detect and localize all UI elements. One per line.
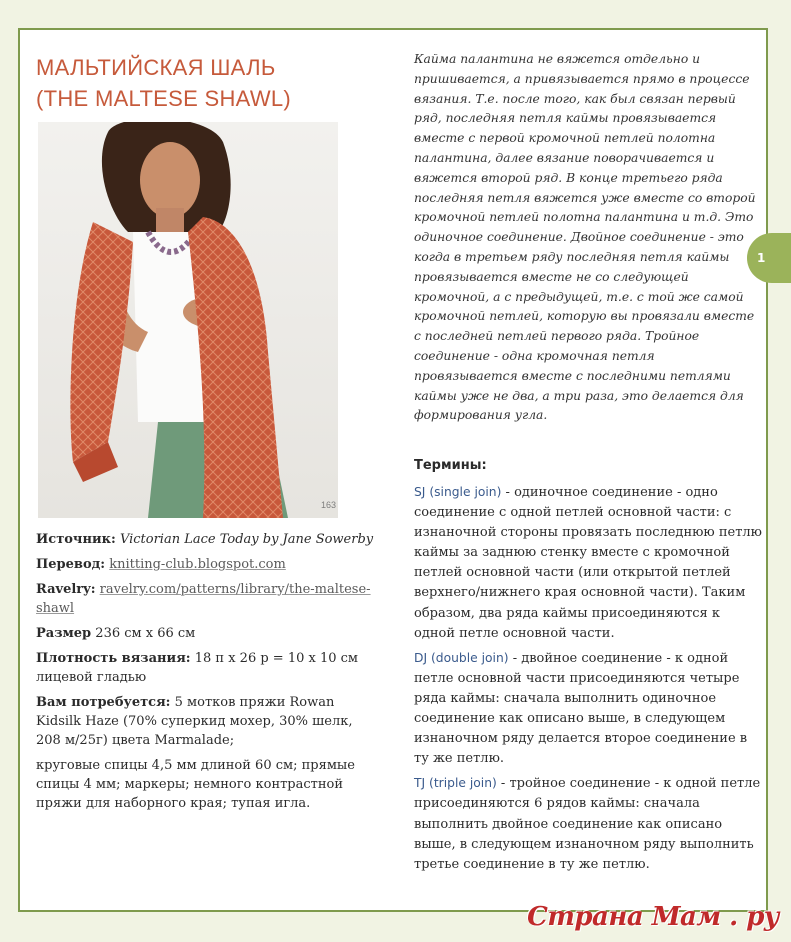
title-line-1: МАЛЬТИЙСКАЯ ШАЛЬ xyxy=(36,55,276,80)
term-name: DJ (double join) xyxy=(414,650,509,665)
size-row xyxy=(36,624,376,643)
shawl-photo xyxy=(38,122,338,518)
page-number-badge: 1 xyxy=(747,233,791,283)
materials-row xyxy=(36,693,376,750)
site-watermark: Страна Мам . ру xyxy=(527,902,779,932)
term-item xyxy=(414,648,764,770)
ravelry-row xyxy=(36,580,376,618)
term-text: - одиночное соединение - одно соединение с одной петлей основной части: с изнаночной стороны провязать последнюю петлю каймы за заднюю стенку вместе с кромочной петлей основной части (или открытой петлей верхнего/нижнего края основной части). Таким образом, два ряда каймы присоединяются к одной петле основной части. xyxy=(414,485,762,641)
title-line-2: (THE MALTESE SHAWL) xyxy=(36,86,292,111)
size-value: 236 см х 66 см xyxy=(95,626,196,641)
materials-value: 5 мотков пряжи Rowan Kidsilk Haze (70% суперкид мохер, 30% шелк, 208 м/25г) цвета Marmalade; xyxy=(36,695,353,748)
gauge-row xyxy=(36,649,376,687)
gauge-label: Плотность вязания: xyxy=(36,651,191,666)
term-text: - тройное соединение - к одной петле присоединяются 6 рядов каймы: сначала выполнить двойное соединение как описано выше, в следующем изнаночном ряду выполнить третье соединение в ту же петлю. xyxy=(414,776,761,872)
terms-list xyxy=(414,482,764,879)
term-text: - двойное соединение - к одной петле основной части присоединяются четыре ряда каймы: сначала выполнить одиночное соединение как описано выше, в следующем изнаночном ряду делается второе соединение в ту же петлю. xyxy=(414,650,748,767)
source-row xyxy=(36,530,376,549)
photo-page-number: 163 xyxy=(321,500,337,510)
intro-paragraph: Кайма палантина не вяжется отдельно и пришивается, а привязывается прямо в процессе вязания. Т.е. после того, как был связан первый ряд, последняя петля каймы провязывается вместе с первой кромочной петлей полотна палантина, далее вязание поворачивается и вяжется второй ряд. В конце третьего ряда последняя петля вяжется уже вместе со второй кромочной петлей полотна палантина и т.д. Это одиночное соединение. Двойное соединение - это когда в третьем ряду последняя петля каймы провязывается вместе не со следующей кромочной, а с предыдущей, т.е. с той же самой кромочной петлей, которую вы провязали вместе с последней петлей первого ряда. Тройное соединение - одна кромочная петля провязывается вместе с последними петлями каймы уже не два, а три раза, это делается для формирования угла. xyxy=(414,52,756,423)
model-illustration xyxy=(38,122,338,518)
terms-heading: Термины: xyxy=(414,458,487,473)
tools-row: круговые спицы 4,5 мм длиной 60 см; прямые спицы 4 мм; маркеры; немного контрастной пряжи для наборного края; тупая игла. xyxy=(36,758,355,811)
term-name: TJ (triple join) xyxy=(414,776,497,791)
translation-label: Перевод: xyxy=(36,557,106,572)
size-label: Размер xyxy=(36,626,92,641)
translation-row xyxy=(36,555,376,574)
term-item xyxy=(414,773,764,874)
gauge-value: 18 п х 26 р = 10 х 10 см лицевой гладью xyxy=(36,651,359,685)
translation-link[interactable]: knitting-club.blogspot.com xyxy=(109,557,286,572)
ravelry-link[interactable]: ravelry.com/patterns/library/the-maltese-shawl xyxy=(36,582,371,616)
materials-label: Вам потребуется: xyxy=(36,695,171,710)
ravelry-label: Ravelry: xyxy=(36,582,96,597)
term-item xyxy=(414,482,764,644)
term-name: SJ (single join) xyxy=(414,485,502,499)
pattern-info xyxy=(36,530,376,819)
source-value: Victorian Lace Today by Jane Sowerby xyxy=(119,532,374,547)
source-label: Источник: xyxy=(36,532,116,547)
page-title xyxy=(36,52,376,114)
